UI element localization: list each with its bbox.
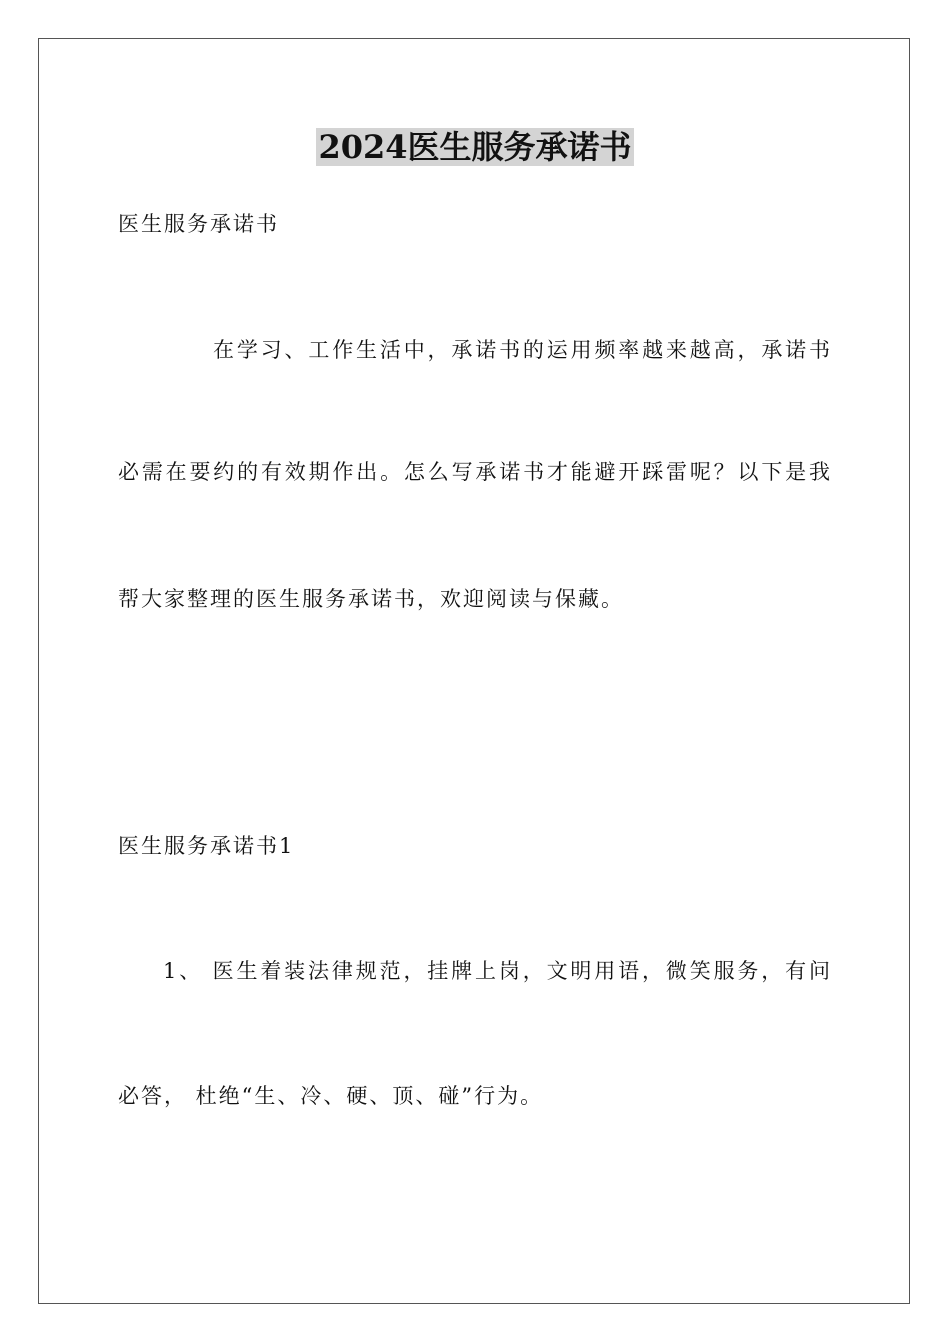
- intro-line-2: 必需在要约的有效期作出。怎么写承诺书才能避开踩雷呢？以下是我: [118, 460, 832, 484]
- intro-line-1: 在学习、工作生活中，承诺书的运用频率越来越高，承诺书: [213, 338, 832, 362]
- section-heading: 医生服务承诺书1: [118, 834, 295, 858]
- item-line-1: 1、 医生着装法律规范，挂牌上岗，文明用语，微笑服务，有问: [163, 959, 832, 983]
- document-subtitle: 医生服务承诺书: [118, 212, 279, 236]
- document-title-text: 2024医生服务承诺书: [318, 128, 632, 166]
- document-title: [0, 126, 950, 168]
- intro-line-3: 帮大家整理的医生服务承诺书，欢迎阅读与保藏。: [118, 587, 624, 611]
- item-line-2: 必答， 杜绝“生、冷、硬、顶、碰”行为。: [118, 1084, 544, 1108]
